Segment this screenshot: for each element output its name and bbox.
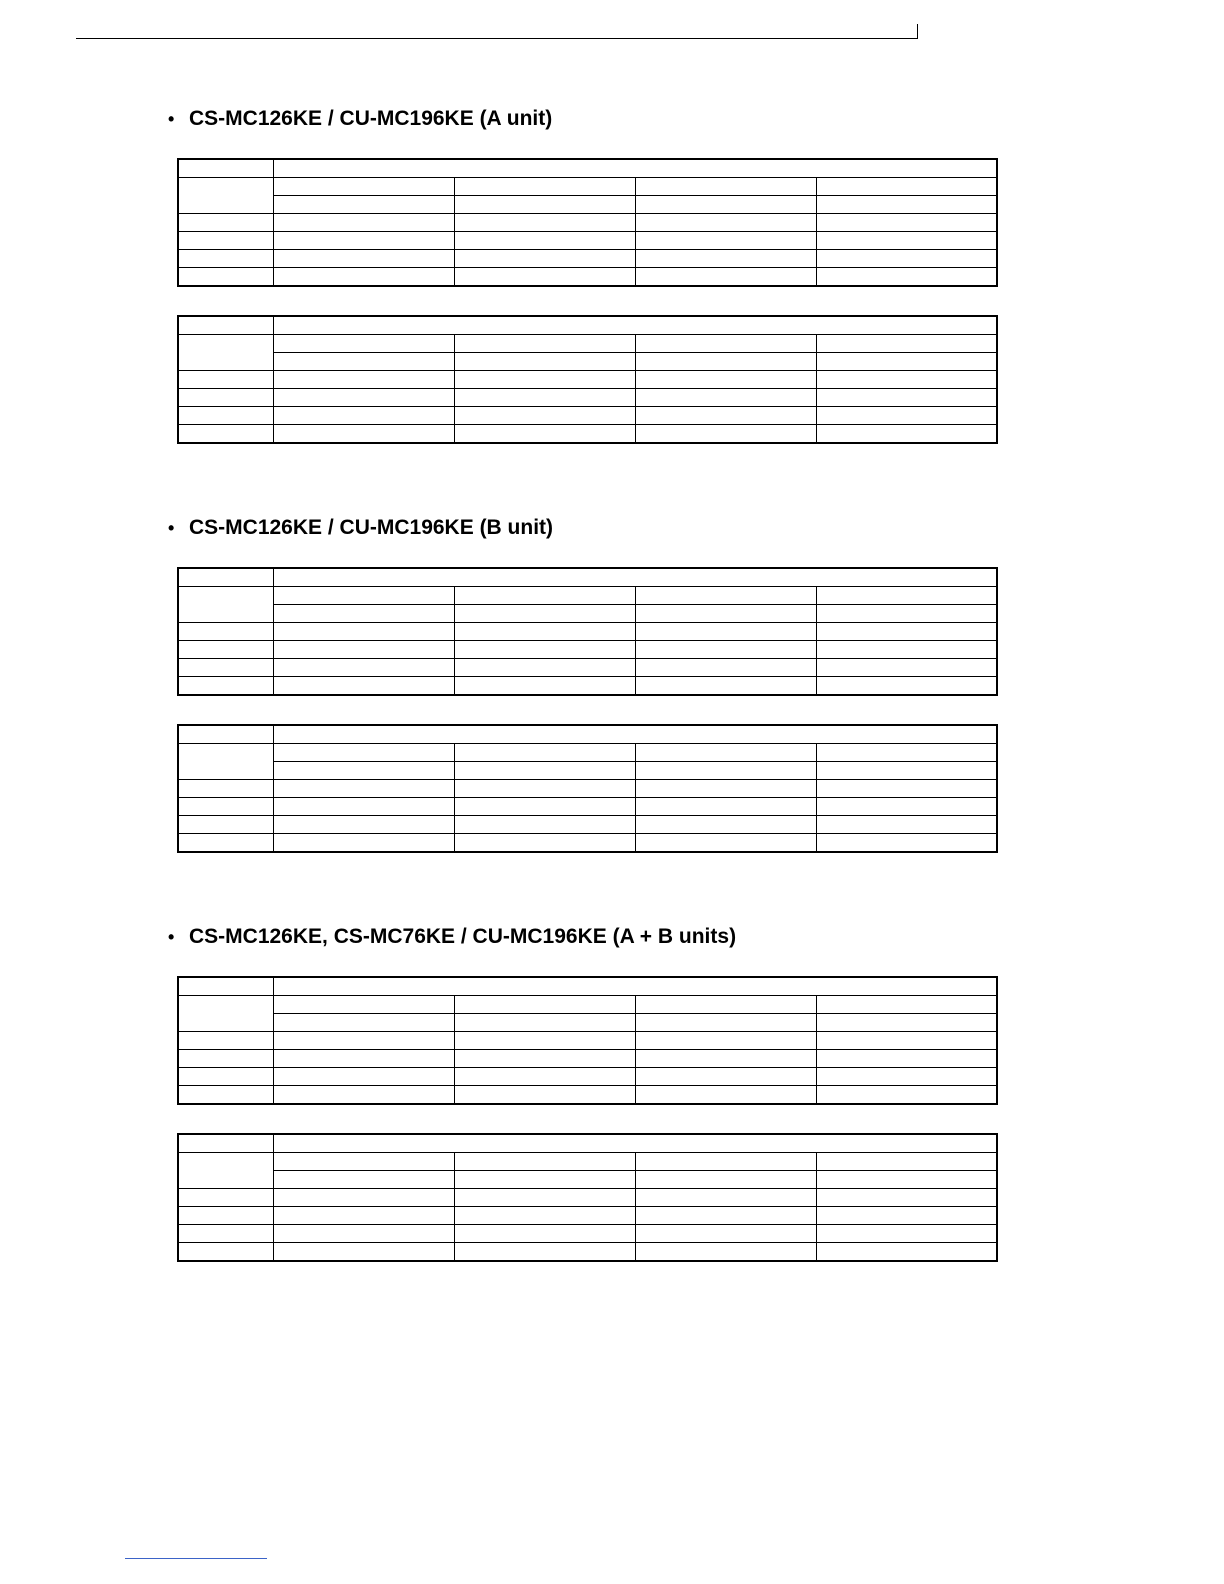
section-title-text: CS-MC126KE / CU-MC196KE (A unit): [189, 107, 553, 130]
table-row: [178, 725, 997, 744]
table-row: [178, 335, 997, 353]
table-row: [178, 1050, 997, 1068]
spec-table-a-unit-2: [177, 315, 998, 444]
table-row: [178, 605, 997, 623]
spec-table-b-unit-2: [177, 724, 998, 853]
table-row: [178, 1171, 997, 1189]
table-row: [178, 1068, 997, 1086]
table-row: [178, 159, 997, 178]
table-row: [178, 250, 997, 268]
section-title-a-unit: [168, 107, 552, 131]
table-row: [178, 1243, 997, 1262]
table-row: [178, 780, 997, 798]
table-row: [178, 659, 997, 677]
table-row: [178, 977, 997, 996]
table-row: [178, 1189, 997, 1207]
table-row: [178, 1134, 997, 1153]
spec-table-a-b-units-1: [177, 976, 998, 1105]
table-row: [178, 762, 997, 780]
table-row: [178, 316, 997, 335]
table-row: [178, 1207, 997, 1225]
table-row: [178, 677, 997, 696]
table-row: [178, 1032, 997, 1050]
table-row: [178, 816, 997, 834]
table-row: [178, 1086, 997, 1105]
table-row: [178, 641, 997, 659]
table-row: [178, 623, 997, 641]
table-row: [178, 178, 997, 196]
table-row: [178, 232, 997, 250]
section-title-a-b-units: [168, 925, 736, 949]
bullet-icon: •: [168, 927, 175, 947]
section-title-text: CS-MC126KE, CS-MC76KE / CU-MC196KE (A + B units): [189, 925, 737, 948]
table-row: [178, 268, 997, 287]
table-row: [178, 1014, 997, 1032]
table-row: [178, 568, 997, 587]
table-row: [178, 214, 997, 232]
spec-table-b-unit-1: [177, 567, 998, 696]
header-tick: [917, 24, 918, 39]
section-title-b-unit: [168, 516, 553, 540]
footer-link-underline[interactable]: [125, 1558, 267, 1559]
section-title-text: CS-MC126KE / CU-MC196KE (B unit): [189, 516, 554, 539]
spec-table-a-unit-1: [177, 158, 998, 287]
table-row: [178, 371, 997, 389]
bullet-icon: •: [168, 518, 175, 538]
table-row: [178, 196, 997, 214]
table-row: [178, 798, 997, 816]
table-row: [178, 425, 997, 444]
header-rule: [76, 38, 918, 39]
table-row: [178, 834, 997, 853]
table-row: [178, 353, 997, 371]
table-row: [178, 996, 997, 1014]
table-row: [178, 587, 997, 605]
table-row: [178, 1225, 997, 1243]
table-row: [178, 1153, 997, 1171]
table-row: [178, 407, 997, 425]
spec-table-a-b-units-2: [177, 1133, 998, 1262]
table-row: [178, 744, 997, 762]
bullet-icon: •: [168, 109, 175, 129]
table-row: [178, 389, 997, 407]
